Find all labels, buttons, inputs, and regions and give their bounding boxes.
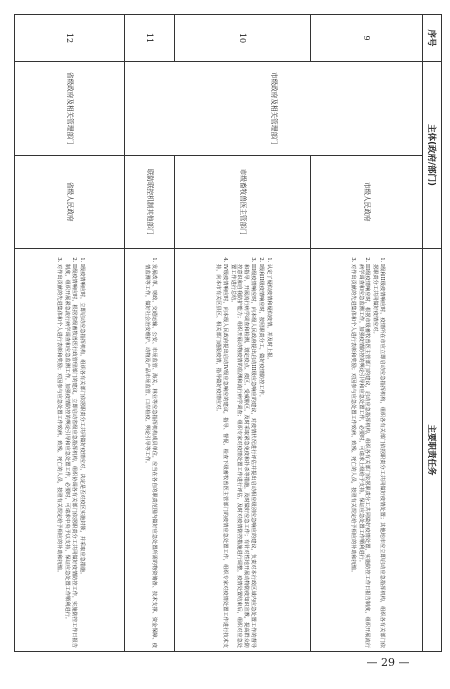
row-number: 11 (125, 15, 175, 62)
subject-group-cell: 市级政府及相关管理部门 (125, 62, 423, 156)
task-list (349, 252, 386, 648)
task-list (55, 252, 85, 648)
table-header-row (423, 15, 442, 652)
task-item: 2. II级疫情响应时，根据省级畜牧兽医行政管理部门的建议，立即启动省级应急指挥机构，组织协调各有关部门依据职责分工共同做好疫情防控工作，实施防控工作日报告制度，组织开展紧急流行病学调查和应急监测工作，加强疫情防控的舆论引导和应急处置工作，必要时，可请求中央予以支持，保证应急处置工作顺利进行。 (63, 264, 77, 648)
task-item: 4. IV级疫情响应时，向本级人民政府提出启动IV级应急响应的建议，指导、督促、检查下级畜牧兽医主管部门的疫情应急处置工作，组织专家对疫情处置工作进行技术支持，向本市有关区县区、相关部门通报疫情，指导做好疫情应对。 (214, 264, 228, 648)
task-item: 1. 发展改革、财政、交通运输、公安、市场监管、海关、林业等应急指挥机构成员单位，应当在各自的职责范围内做好应急处置所需的物资储备、技术支撑、资金保障、疫情监测等工作，做好社会治安维护、动物及产品市场监管、口岸检疫、舆论引导等工作。 (143, 264, 157, 648)
task-item: 3. 对作出贡献的先进集体和个人进行表彰和奖励；对因参与应急处置工作致病、致残、死亡的人员，按照有关规定给予相应的补助和抚恤。 (349, 264, 356, 648)
subject-group-cell: 省级政府及相关管理部门 (15, 62, 125, 156)
subject-cell: 联防联控机制其他部门 (125, 155, 175, 249)
task-item: 3. 对作出贡献的先进集体和个人进行表彰和奖励；对因参与应急处置工作致病、致残、死亡的人员，按照有关规定给予相应的补助和抚恤。 (55, 264, 62, 648)
header-task: 主要职责任务 (423, 249, 442, 652)
task-cell (15, 249, 125, 652)
task-cell (175, 249, 311, 652)
rotated-table-container (16, 14, 442, 652)
task-cell (311, 249, 423, 652)
task-list (214, 252, 272, 648)
task-item: 2. I级和II级疫情响应时，按照职责分工，做好疫情防控工作。 (257, 264, 264, 648)
row-number: 9 (311, 15, 423, 62)
table-row (15, 15, 125, 652)
row-number: 12 (15, 15, 125, 62)
table-row (311, 15, 423, 652)
subject-cell: 市级畜牧兽医主管部门 (175, 155, 311, 249)
task-item: 3. III级疫情响应时，向本级人民政府提出启动III级应急响应的建议，对疫情状况进行评估并提出启动相应级别应急响应的建议，负责对本行政区域内应急处置工作的督导和指导，开展流行病学调查和检测，划定疫点、疫区、受威胁区，及时采取紧急免疫和扑杀等措施，及时做好应急工作；有针对性地开展动物防疫知识宣教，提高群众防控意识和自我防护能力；组织开展动物疫情的监测和流行病学调查；组织专家对疫情处置工作进行评估，及时对疫情防控措施进行调整，疫情处置结束后，组织对应急处置工作进行总结。 (229, 264, 257, 648)
row-number: 10 (175, 15, 311, 62)
task-cell (125, 249, 175, 652)
duty-table (14, 14, 442, 652)
page-number: — 29 — (366, 656, 410, 669)
subject-cell: 省级人民政府 (15, 155, 125, 249)
task-item: 1. I级疫情响应时，立即启动应急指挥机构，组织各有关部门依据职责分工共同做好疫情应对，决定是否对疫区实施封锁，并采取应急措施。 (78, 264, 85, 648)
header-no: 序号 (423, 15, 442, 62)
task-item: 2. III级疫情响应时，根据市级畜牧兽医主管部门的建议，启动应急指挥机构，组织各有关部门依据职责分工共同做好疫情处置，实施防控工作日报告制度，组织开展流行病学调查和应急监测工作，加强疫情防控的舆论引导和应急处置工作，必要时，可请求上级给予支持，保证应急处置工作顺利进行。 (357, 264, 371, 648)
header-subject: 主体(政府/部门) (423, 62, 442, 249)
subject-cell: 市级人民政府 (311, 155, 423, 249)
task-list (143, 252, 157, 648)
task-item: 1. 认定了疑似疫情和疑似疫情，并及时上报。 (265, 264, 272, 648)
task-item: 1. I级和II级疫情响应时，疫情所在市应立即启动应急指挥机构，组织各有关部门依据职责分工共同做好疫情处置；其他地市应立即启动应急指挥机构，组织各有关部门依据职责分工共同做好疫情应对。 (371, 264, 385, 648)
